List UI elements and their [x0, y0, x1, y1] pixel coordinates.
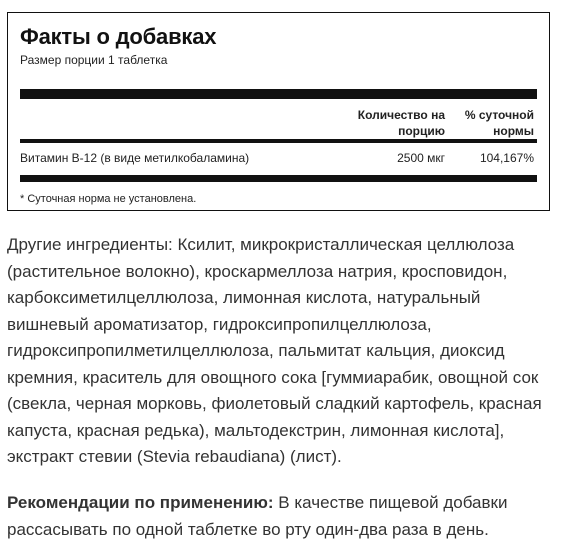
other-ingredients: Другие ингредиенты: Ксилит, микрокристаллическая целлюлоза (растительное волокно), кроскармеллоза натрия, кросповидон, карбоксиметилцеллюлоза, лимонная кислота, натуральный вишневый ароматизатор, гидроксипропилцеллюлоза, гидроксипропилметилцеллюлоза, пальмитат кальция, диоксид кремния, краситель для овощного сока [гуммиарабик, овощной сок (свекла, черная морковь, фиолетовый сладкий картофель, красная капуста, красная редька), мальтодекстрин, лимонная кислота], экстракт стевии (Stevia rebaudiana) (лист).: [7, 235, 542, 466]
nutrient-amount: 2500 мкг: [397, 151, 445, 165]
usage-text: В качестве пищевой добавки рассасывать по одной таблетке во рту один-два раза в день.: [7, 493, 508, 539]
nutrient-daily-value: 104,167%: [479, 151, 534, 165]
amount-header-line2: порцию: [398, 124, 445, 138]
dv-header-line2: нормы: [493, 124, 534, 138]
amount-column-header: [335, 107, 445, 139]
amount-header-line1: Количество на: [357, 108, 445, 122]
bottom-divider: [20, 175, 537, 182]
serving-size: Размер порции 1 таблетка: [20, 53, 168, 67]
dv-header-line1: % суточной: [464, 108, 534, 122]
usage-directions: [7, 490, 552, 543]
thick-divider: [20, 89, 537, 99]
supplement-facts-panel: [7, 12, 550, 211]
usage-label: Рекомендации по применению:: [7, 493, 274, 512]
daily-value-column-header: [444, 107, 534, 139]
footnote: * Суточная норма не установлена.: [20, 193, 197, 205]
facts-title: Факты о добавках: [20, 24, 217, 49]
header-divider: [20, 139, 537, 143]
nutrient-name: Витамин B-12 (в виде метилкобаламина): [20, 151, 250, 165]
